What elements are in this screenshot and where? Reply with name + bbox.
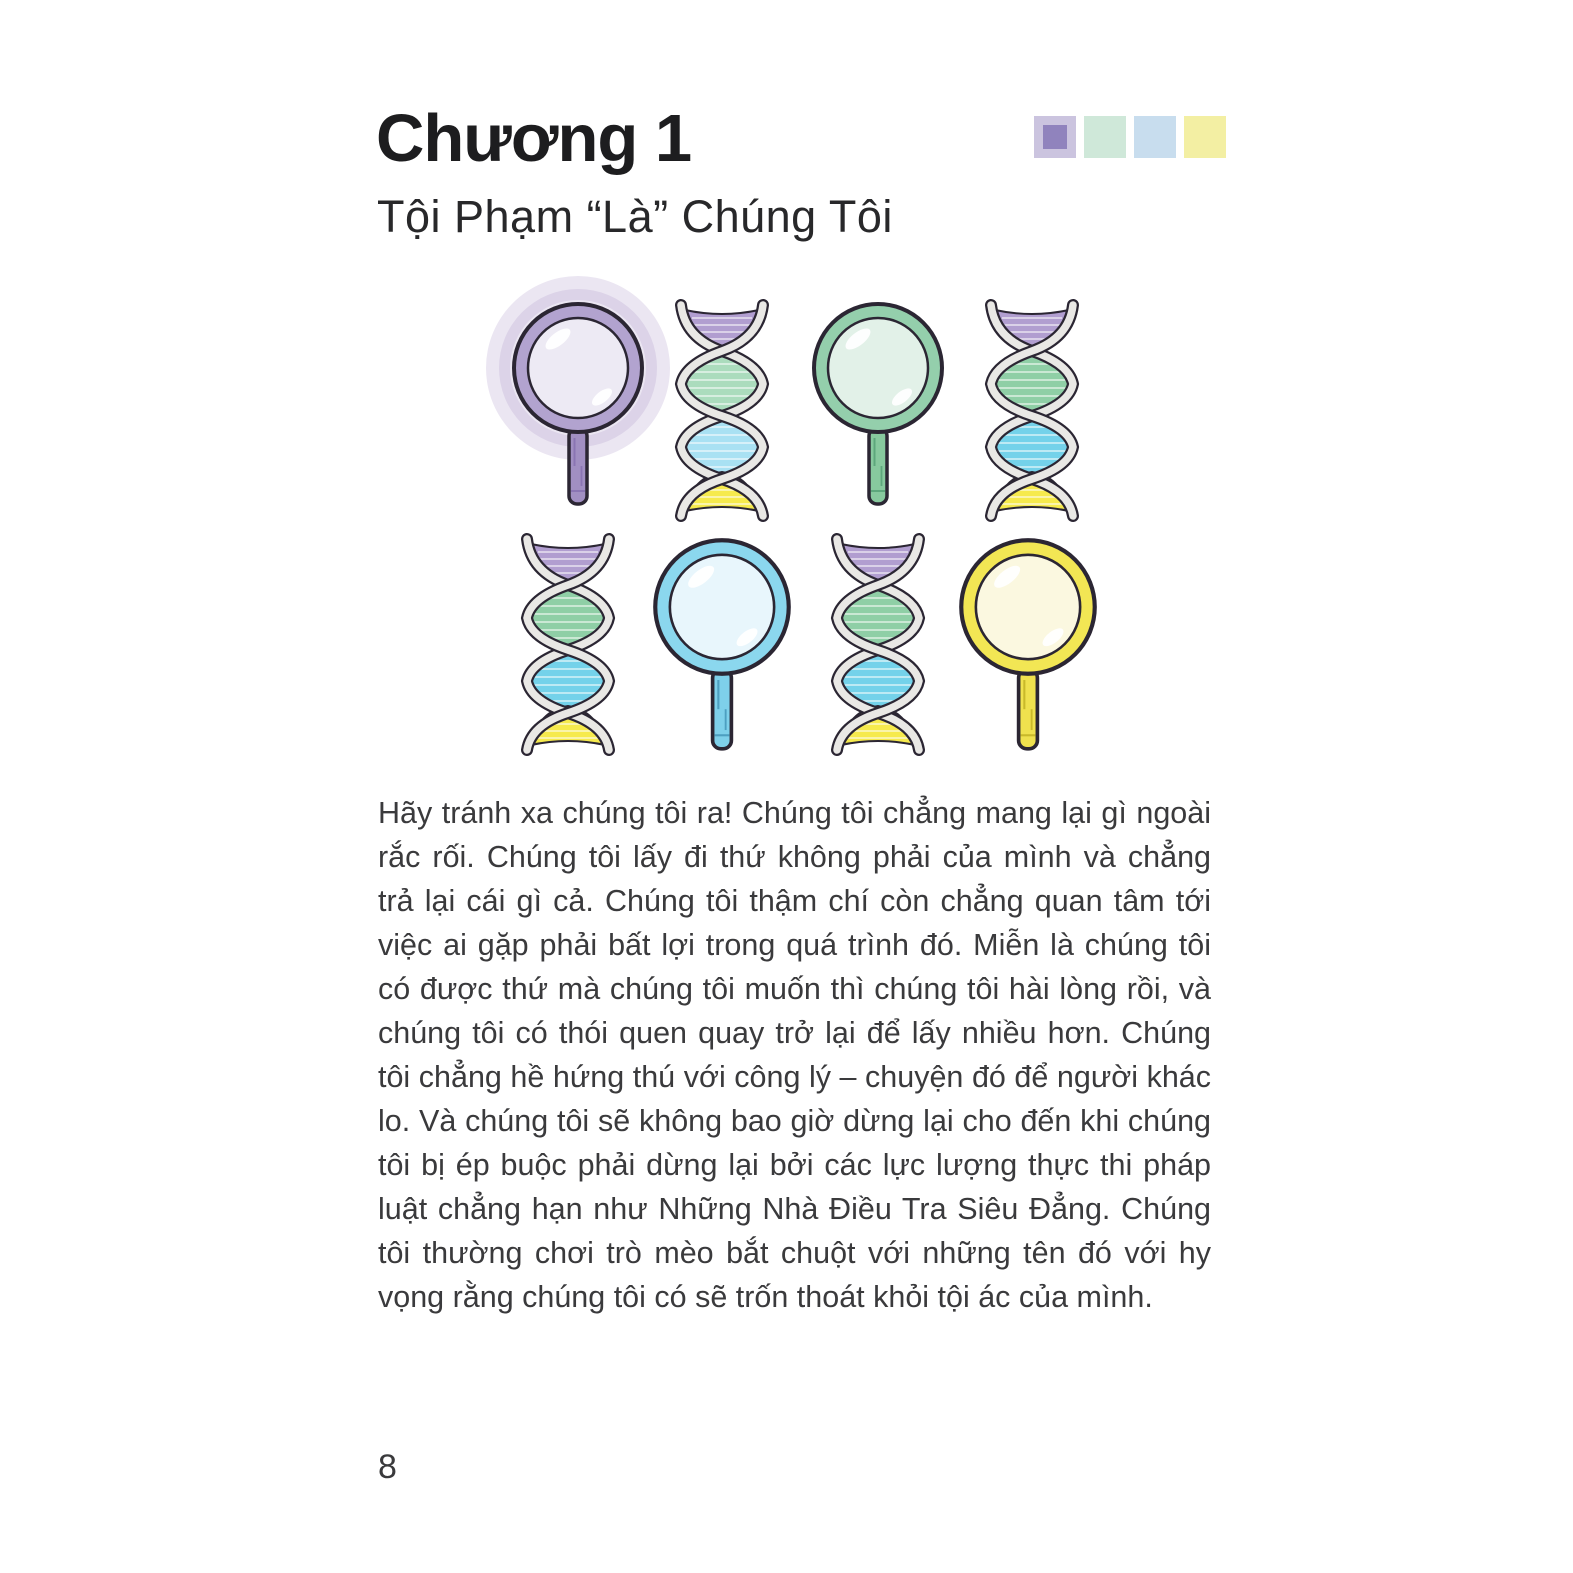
dna-helix-icon xyxy=(982,298,1082,523)
magnifier-blue-icon xyxy=(649,534,795,753)
dna-helix-icon xyxy=(672,298,772,523)
chapter-illustration xyxy=(0,0,1573,780)
page-number: 8 xyxy=(378,1448,397,1486)
dna-helix-icon xyxy=(518,532,618,757)
magnifier-green-icon xyxy=(808,298,948,508)
body-paragraph: Hãy tránh xa chúng tôi ra! Chúng tôi chẳng mang lại gì ngoài rắc rối. Chúng tôi lấy đi thứ không phải của mình và chẳng trả lại cái gì cả. Chúng tôi thậm chí còn chẳng quan tâm tới việc ai gặp phải bất lợi trong quá trình đó. Miễn là chúng tôi có được thứ mà chúng tôi muốn thì chúng tôi hài lòng rồi, và chúng tôi có thói quen quay trở lại để lấy nhiều hơn. Chúng tôi chẳng hề hứng thú với công lý – chuyện đó để người khác lo. Và chúng tôi sẽ không bao giờ dừng lại cho đến khi chúng tôi bị ép buộc phải dừng lại bởi các lực lượng thực thi pháp luật chẳng hạn như Những Nhà Điều Tra Siêu Đẳng. Chúng tôi thường chơi trò mèo bắt chuột với những tên đó với hy vọng rằng chúng tôi có sẽ trốn thoát khỏi tội ác của mình. xyxy=(378,796,1211,1314)
magnifier-yellow-icon xyxy=(955,534,1101,753)
chapter-label: Chương 1 xyxy=(376,101,692,176)
dna-helix-icon xyxy=(828,532,928,757)
magnifier-purple-icon xyxy=(508,298,648,508)
chapter-title: Tội Phạm “Là” Chúng Tôi xyxy=(377,191,893,242)
